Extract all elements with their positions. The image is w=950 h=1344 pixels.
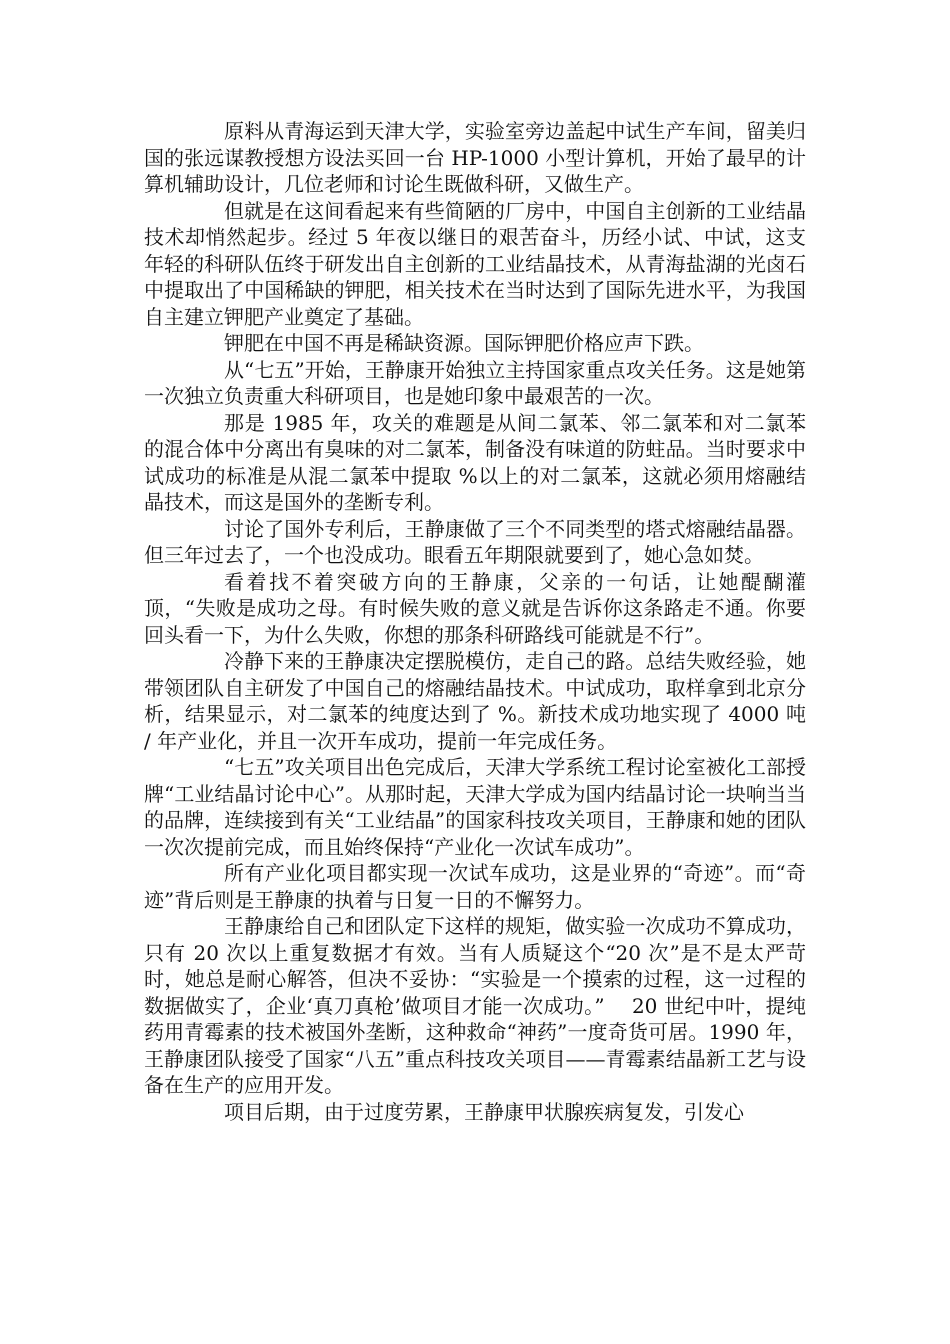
paragraph: 王静康给自己和团队定下这样的规矩，做实验一次成功不算成功，只有 20 次以上重复数据才有效。当有人质疑这个“20 次”是不是太严苛时，她总是耐心解答，但决不妥协：“实验是一个摸索的过程，这一过程的数据做实了，企业‘真刀真枪’做项目才能一次成功。” 20 世纪中叶，提纯药用青霉素的技术被国外垄断，这种救命“神药”一度奇货可居。1990 年，王静康团队接受了国家“八五”重点科技攻关项目——青霉素结晶新工艺与设备在生产的应用开发。 [144, 914, 806, 1097]
paragraph: 冷静下来的王静康决定摆脱模仿，走自己的路。总结失败经验，她带领团队自主研发了中国自己的熔融结晶技术。中试成功，取样拿到北京分析，结果显示，对二氯苯的纯度达到了 %。新技术成功地实现了 4000 吨 / 年产业化，并且一次开车成功，提前一年完成任务。 [144, 649, 806, 753]
paragraph: 所有产业化项目都实现一次试车成功，这是业界的“奇迹”。而“奇迹”背后则是王静康的执着与日复一日的不懈努力。 [144, 861, 806, 912]
paragraph: 从“七五”开始，王静康开始独立主持国家重点攻关任务。这是她第一次独立负责重大科研项目，也是她印象中最艰苦的一次。 [144, 357, 806, 408]
paragraph: 讨论了国外专利后，王静康做了三个不同类型的塔式熔融结晶器。但三年过去了，一个也没成功。眼看五年期限就要到了，她心急如焚。 [144, 516, 806, 567]
paragraph: 那是 1985 年，攻关的难题是从间二氯苯、邻二氯苯和对二氯苯的混合体中分离出有臭味的对二氯苯，制备没有味道的防蛀品。当时要求中试成功的标准是从混二氯苯中提取 %以上的对二氯苯，这就必须用熔融结晶技术，而这是国外的垄断专利。 [144, 410, 806, 514]
paragraph: “七五”攻关项目出色完成后，天津大学系统工程讨论室被化工部授牌“工业结晶讨论中心”。从那时起，天津大学成为国内结晶讨论一块响当当的品牌，连续接到有关“工业结晶”的国家科技攻关项目，王静康和她的团队一次次提前完成，而且始终保持“产业化一次试车成功”。 [144, 755, 806, 859]
document-body [144, 118, 806, 1125]
paragraph: 但就是在这间看起来有些简陋的厂房中，中国自主创新的工业结晶技术却悄然起步。经过 5 年夜以继日的艰苦奋斗，历经小试、中试，这支年轻的科研队伍终于研发出自主创新的工业结晶技术，从青海盐湖的光卤石中提取出了中国稀缺的钾肥，相关技术在当时达到了国际先进水平，为我国自主建立钾肥产业奠定了基础。 [144, 198, 806, 329]
paragraph: 原料从青海运到天津大学，实验室旁边盖起中试生产车间，留美归国的张远谋教授想方设法买回一台 HP-1000 小型计算机，开始了最早的计算机辅助设计，几位老师和讨论生既做科研，又做生产。 [144, 119, 806, 196]
paragraph: 钾肥在中国不再是稀缺资源。国际钾肥价格应声下跌。 [224, 331, 704, 355]
paragraph: 项目后期，由于过度劳累，王静康甲状腺疾病复发，引发心 [224, 1099, 744, 1124]
paragraph: 看着找不着突破方向的王静康，父亲的一句话，让她醍醐灌顶，“失败是成功之母。有时候失败的意义就是告诉你这条路走不通。你要回头看一下，为什么失败，你想的那条科研路线可能就是不行”。 [144, 569, 806, 647]
